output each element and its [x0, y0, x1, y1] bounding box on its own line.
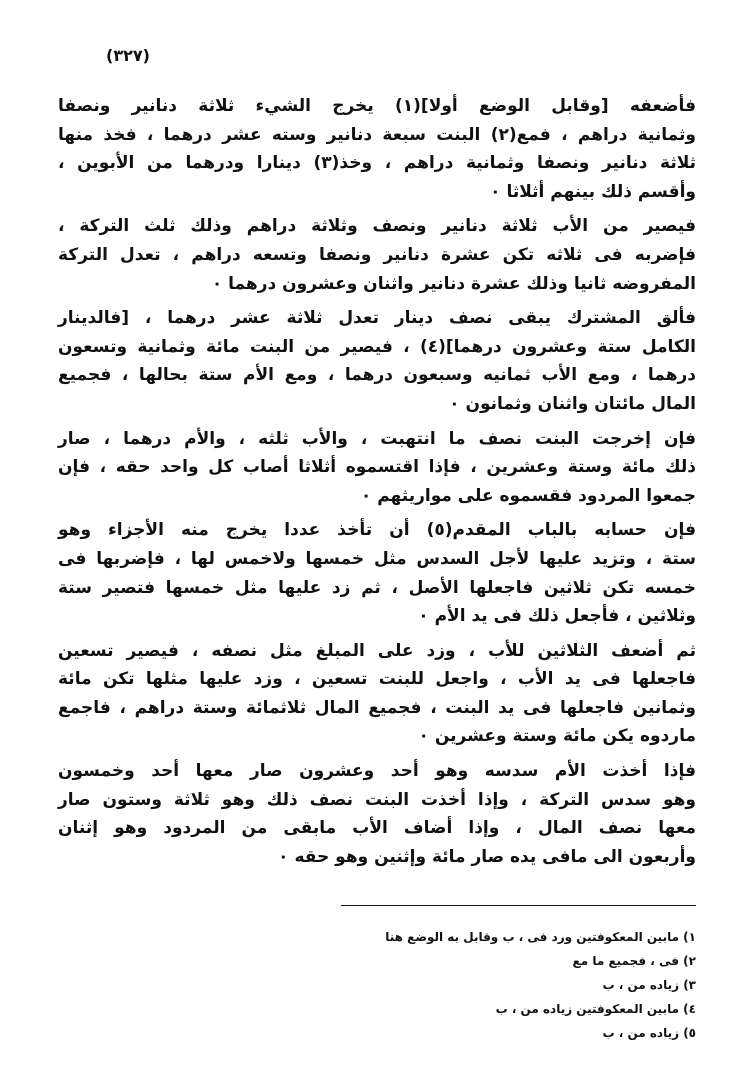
text-line: المفروضه ثانيا وذلك عشرة دنانير واثنان وعشرون درهما ٠: [211, 273, 696, 294]
text-line: فألق المشترك يبقى نصف دينار تعدل ثلاثة عشر درهما ، [فالدينار: [58, 308, 696, 329]
text-line: ستة ، وتزيد عليها لأجل السدس مثل خمسها ولاخمس لها ، فإضربها فى: [58, 548, 696, 569]
text-line: فأضعفه [وقابل الوضع أولا](١) يخرج الشيء ثلاثة دنانير ونصفا: [58, 96, 697, 116]
paragraph: [58, 637, 696, 751]
text-line: خمسه تكن ثلاثين فاجعلها الأصل ، ثم زد عليها مثل خمسها فتصير ستة: [58, 577, 696, 598]
text-line: وثمانين فاجعلها فى يد البنت ، فجميع المال ثلاثمائة وستة دراهم ، فاجمع: [58, 697, 696, 718]
text-line: وأقسم ذلك بينهم أثلاثا ٠: [490, 181, 696, 202]
text-line: المال مائتان واثنان وثمانون ٠: [449, 393, 696, 414]
text-line: الكامل ستة وعشرون درهما](٤) ، فيصير من البنت مائة وثمانية وتسعون: [58, 336, 696, 357]
page-number: (٣٢٧): [106, 46, 150, 65]
text-line: وثمانية دراهم ، فمع(٢) البنت سبعة دنانير وسته عشر درهما ، فخذ منها: [58, 124, 696, 145]
text-line: جمعوا المردود فقسموه على مواريثهم ٠: [360, 485, 696, 506]
footnote: ٥) زياده من ، ب: [602, 1026, 696, 1040]
footnote-divider: [341, 905, 696, 906]
text-line: فإن حسابه بالباب المقدم(٥) أن تأخذ عددا يخرج منه الأجزاء وهو: [58, 520, 696, 541]
text-line: ذلك مائة وستة وعشرين ، فإذا اقتسموه أثلاثا أصاب كل واحد حقه ، فإن: [58, 457, 696, 478]
text-line: فيصير من الأب ثلاثة دنانير ونصف وثلاثة دراهم وذلك ثلث التركة ،: [58, 216, 696, 237]
main-text: [58, 92, 696, 877]
footnote: ٤) مابين المعكوفتين زياده من ، ب: [495, 1002, 696, 1016]
paragraph: [58, 516, 696, 630]
footnotes: [300, 925, 696, 1045]
paragraph: [58, 92, 696, 206]
text-line: فإضربه فى ثلاثه تكن عشرة دنانير ونصفا وتسعه دراهم ، تعدل التركة: [58, 244, 696, 265]
text-line: ماردوه يكن مائة وستة وعشرين ٠: [418, 726, 696, 747]
text-line: درهما ، ومع الأب ثمانيه وسبعون درهما ، ومع الأم ستة بحالها ، فجميع: [58, 365, 696, 386]
paragraph: [58, 425, 696, 511]
paragraph: [58, 304, 696, 418]
text-line: فاجعلها فى يد الأب ، واجعل للبنت تسعين ، وزد عليها مثلها تكن مائة: [58, 669, 696, 690]
text-line: فإذا أخذت الأم سدسه وهو أحد وعشرون صار معها أحد وخمسون: [58, 761, 696, 782]
footnote: ٢) فى ، فجميع ما مع: [572, 954, 696, 968]
footnote: ١) مابين المعكوفتين ورد فى ، ب وقابل به الوضع هنا: [385, 930, 696, 944]
footnote: ٣) زياده من ، ب: [602, 978, 696, 992]
text-line: وأربعون الى مافى يده صار مائة وإثنين وهو حقه ٠: [278, 846, 696, 867]
text-line: وهو سدس التركة ، وإذا أخذت البنت نصف ذلك وهو ثلاثة وستون صار: [58, 789, 696, 810]
text-line: ثم أضعف الثلاثين للأب ، وزد على المبلغ مثل نصفه ، فيصير تسعين: [58, 640, 696, 661]
text-line: فإن إخرجت البنت نصف ما انتهبت ، والأب ثلثه ، والأم درهما ، صار: [58, 428, 696, 449]
text-line: ثلاثة دنانير ونصفا وثمانية دراهم ، وخذ(٣) دينارا ودرهما من الأبوين ،: [58, 153, 697, 174]
text-line: وثلاثين ، فأجعل ذلك فى يد الأم ٠: [418, 606, 696, 627]
paragraph: [58, 212, 696, 298]
paragraph: [58, 757, 696, 871]
text-line: معها نصف المال ، وإذا أضاف الأب مابقى من المردود وهو إثنان: [58, 818, 696, 839]
